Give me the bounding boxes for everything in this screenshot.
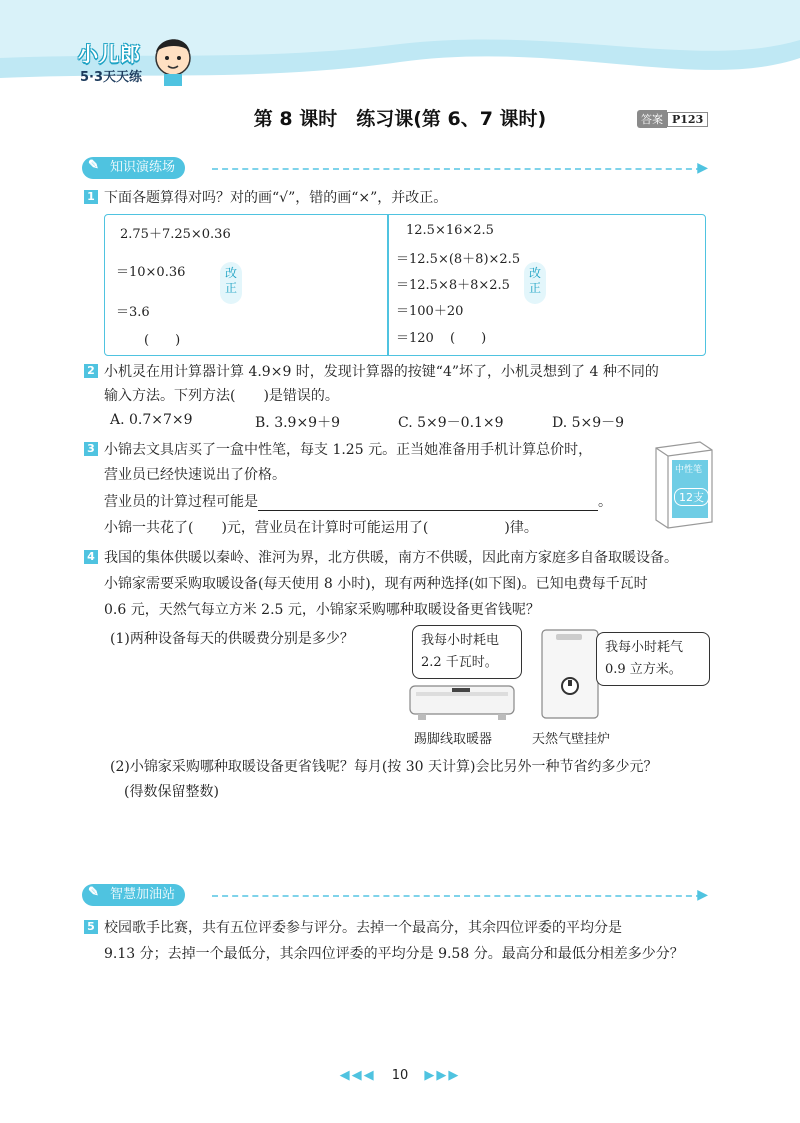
q1-left-line: ＝10×0.36: [116, 265, 186, 280]
q1-right-fix-area[interactable]: [550, 222, 700, 350]
q2-line: 输入方法。下列方法( )是错误的。: [104, 388, 339, 404]
q1-left-line: ＝3.6: [116, 305, 150, 320]
question-number: 4: [84, 550, 98, 564]
q1-left-fix-area[interactable]: [244, 222, 382, 350]
q1-divider: [387, 214, 389, 356]
section-practice-header: [82, 157, 708, 181]
question-number: 1: [84, 190, 98, 204]
boiler-speech-bubble: 我每小时耗气 0.9 立方米。: [596, 632, 710, 686]
q2-option-d: D. 5×9－9: [552, 415, 625, 431]
pen-box-title: 中性笔: [675, 465, 703, 475]
q3-process-blank[interactable]: [258, 496, 598, 511]
section-challenge-tag: 智慧加油站: [82, 884, 185, 906]
q1-right-line: ＝12.5×(8＋8)×2.5: [396, 252, 521, 267]
q1-right-line: ＝120: [396, 331, 434, 346]
series-name: 5·3天天练: [80, 70, 143, 85]
q1-right-answer-blank[interactable]: ( ): [450, 331, 487, 346]
prev-arrows-icon: ◀◀◀: [339, 1068, 376, 1083]
q4-sub1: (1)两种设备每天的供暖费分别是多少？: [110, 631, 354, 647]
question-number: 2: [84, 364, 98, 378]
q3-line: 小锦去文具店买了一盒中性笔，每支 1.25 元。正当她准备用手机计算总价时，: [104, 442, 593, 458]
pen-icon: ✎: [88, 885, 99, 900]
section-practice-tag: 知识演练场: [82, 157, 185, 179]
q4-line: 0.6 元，天然气每立方米 2.5 元，小锦家采购哪种取暖设备更省钱呢？: [104, 602, 540, 618]
pen-box-image: [650, 438, 716, 530]
page-footer: [0, 1068, 800, 1083]
q1-left-fix-tag: 改正: [220, 262, 242, 304]
pen-icon: ✎: [88, 158, 99, 173]
q1-right-fix-tag: 改正: [524, 262, 546, 304]
answer-label: 答案: [637, 110, 667, 128]
q2-option-c: C. 5×9－0.1×9: [398, 415, 504, 431]
q4-line: 小锦家需要采购取暖设备(每天使用 8 小时)，现有两种选择(如下图)。已知电费每千瓦时: [104, 576, 648, 592]
q4-sub2: (2)小锦家采购哪种取暖设备更省钱呢？每月(按 30 天计算)会比另外一种节省约多少元？: [110, 759, 658, 775]
pen-box-count: 12支: [674, 488, 709, 506]
q3-line: 营业员的计算过程可能是 。: [104, 494, 612, 510]
q4-sub2-note: (得数保留整数): [124, 784, 219, 800]
question-number: 5: [84, 920, 98, 934]
gas-boiler-image: [538, 628, 602, 724]
q1-right-line: 12.5×16×2.5: [406, 223, 494, 238]
arrow-right-icon: ▶: [697, 160, 708, 176]
answer-badge: [637, 110, 708, 128]
q5-line: 9.13 分；去掉一个最低分，其余四位评委的平均分是 9.58 分。最高分和最低分相差多少分？: [104, 946, 684, 962]
q1-right-line: ＝12.5×8＋8×2.5: [396, 278, 510, 293]
heater-caption: 踢脚线取暖器: [414, 732, 493, 747]
heater-speech-bubble: 我每小时耗电 2.2 千瓦时。: [412, 625, 522, 679]
q2-option-a: A. 0.7×7×9: [110, 412, 193, 428]
section-challenge-header: [82, 884, 708, 908]
q3-line: 小锦一共花了( )元，营业员在计算时可能运用了( )律。: [104, 520, 538, 536]
page-number: 10: [391, 1068, 409, 1083]
boiler-caption: 天然气壁挂炉: [532, 732, 611, 747]
question-number: 3: [84, 442, 98, 456]
q1-right-line: ＝100＋20: [396, 304, 464, 319]
q4-line: 我国的集体供暖以秦岭、淮河为界，北方供暖，南方不供暖，因此南方家庭多自备取暖设备。: [104, 550, 678, 566]
next-arrows-icon: ▶▶▶: [424, 1068, 461, 1083]
q1-prompt: 下面各题算得对吗？对的画“√”，错的画“×”，并改正。: [104, 190, 448, 206]
mascot-icon: [150, 34, 196, 86]
baseboard-heater-image: [406, 680, 518, 724]
lesson-title: 第 8 课时 练习课(第 6、7 课时): [253, 108, 547, 130]
q3-line: 营业员已经快速说出了价格。: [104, 467, 286, 483]
answer-page: P123: [667, 112, 708, 127]
arrow-right-icon: ▶: [697, 887, 708, 903]
q2-line: 小机灵在用计算器计算 4.9×9 时，发现计算器的按键“4”坏了，小机灵想到了 4 种不同的: [104, 364, 659, 380]
q5-line: 校园歌手比赛，共有五位评委参与评分。去掉一个最高分，其余四位评委的平均分是: [104, 920, 622, 936]
q2-option-b: B. 3.9×9＋9: [255, 415, 340, 431]
brand-logo: 小儿郎: [78, 42, 141, 66]
q1-left-answer-blank[interactable]: ( ): [144, 333, 181, 348]
dashed-divider: [212, 168, 702, 170]
q1-left-line: 2.75＋7.25×0.36: [120, 227, 231, 242]
dashed-divider: [212, 895, 702, 897]
